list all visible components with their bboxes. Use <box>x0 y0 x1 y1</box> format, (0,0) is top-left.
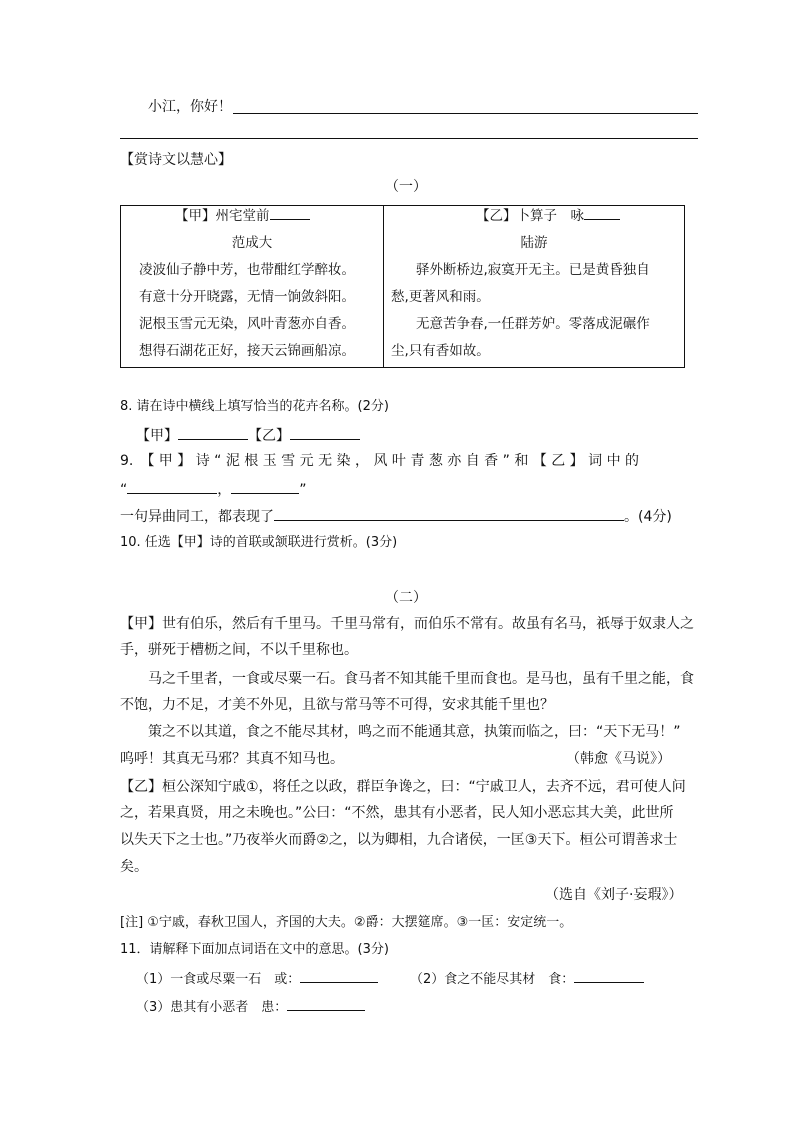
q8-jia-label: 【甲】 <box>136 428 178 444</box>
text-jia-p2-l1: 马之千里者，一食或尽粟一石。食马者不知其能千里而食也。是马也，虽有千里之能，食 <box>148 671 694 687</box>
question-9-line-3 <box>120 505 672 527</box>
text-jia-p1-l2: 手，骈死于槽枥之间，不以千里称也。 <box>120 642 358 658</box>
text-yi-source: （选自《刘子·妄瑕》） <box>545 887 683 903</box>
poem-yi-line-4: 尘,只有香如故。 <box>391 343 490 359</box>
poem-yi-line-2: 愁,更著风和雨。 <box>391 289 490 305</box>
poem-jia-line-1: 凌波仙子静中芳，也带酣红学醉妆。 <box>139 262 355 278</box>
poem-jia-line-4: 想得石湖花正好，接天云锦画船凉。 <box>139 343 355 359</box>
poem-yi-line-3: 无意苦争春,一任群芳妒。零落成泥碾作 <box>416 316 650 332</box>
letter-greeting: 小江，你好！ <box>148 99 232 115</box>
text-note: [注] ①宁戚，春秋卫国人，齐国的大夫。②爵：大摆筵席。③一匡：安定统一。 <box>120 915 573 930</box>
q11-2-blank[interactable] <box>574 967 644 983</box>
question-11-2 <box>410 967 644 990</box>
q8-jia-blank[interactable] <box>178 424 248 440</box>
question-11-3 <box>136 995 365 1018</box>
text-jia-p1-l1: 【甲】世有伯乐，然后有千里马。千里马常有，而伯乐不常有。故虽有名马，祇辱于奴隶人之 <box>120 616 694 632</box>
poem-jia-blank[interactable] <box>270 204 310 220</box>
poem-jia-title: 【甲】州宅堂前 <box>175 208 270 224</box>
q8-yi-blank[interactable] <box>290 424 360 440</box>
text-jia-p2-l2: 不饱，力不足，才美不外见，且欲与常马等不可得，安求其能千里也？ <box>120 697 554 713</box>
q11-2-label: （2）食之不能尽其材 食： <box>410 972 575 987</box>
q9-comma: ， <box>217 482 232 498</box>
poem-jia-line-3: 泥根玉雪元无染，风叶青葱亦自香。 <box>139 316 355 332</box>
q9-open-quote: “ <box>120 482 128 498</box>
question-10: 10. 任选【甲】诗的首联或颔联进行赏析。(3分) <box>120 535 398 550</box>
poem-jia-title-row <box>175 203 310 230</box>
q11-3-blank[interactable] <box>287 995 365 1011</box>
text-jia-source: （韩愈《马说》） <box>566 751 671 767</box>
question-8: 8. 请在诗中横线上填写恰当的花卉名称。(2分) <box>120 399 389 414</box>
q11-3-label: （3）患其有小恶者 患： <box>136 1000 288 1015</box>
q9-blank-3[interactable] <box>274 505 624 521</box>
poem-jia-line-2: 有意十分开晓露，无情一饷敛斜阳。 <box>139 289 355 305</box>
question-9-line-1: 9. 【 甲 】 诗 “ 泥 根 玉 雪 元 无 染 ， 风 叶 青 葱 亦 自 香 ” 和 【 乙 】 词 中 的 <box>120 453 640 469</box>
poem-yi-title: 【乙】卜算子 咏 <box>476 208 584 224</box>
question-9-line-2 <box>120 478 307 500</box>
question-8-answers <box>136 424 360 446</box>
text-jia-p3-l1: 策之不以其道，食之不能尽其材，鸣之而不能通其意，执策而临之，曰：“天下无马！” <box>148 724 681 740</box>
poem-yi-blank[interactable] <box>584 204 620 220</box>
text-yi-l4: 矣。 <box>120 859 148 875</box>
text-jia-p3-l2: 呜呼！其真无马邪？其真不知马也。 <box>120 751 344 767</box>
answer-line-2[interactable] <box>120 138 698 139</box>
q9-blank-1[interactable] <box>127 478 217 494</box>
q9-line3-start: 一句异曲同工，都表现了 <box>120 509 274 525</box>
poem-yi-title-row <box>476 203 620 230</box>
q11-1-blank[interactable] <box>300 967 378 983</box>
poem-yi-author: 陆游 <box>520 235 548 251</box>
q11-1-label: （1）一食或尽粟一石 或： <box>136 972 301 987</box>
part1-label: （一） <box>385 179 427 195</box>
q8-yi-label: 【乙】 <box>248 428 290 444</box>
q9-blank-2[interactable] <box>231 478 299 494</box>
q9-close-quote: ” <box>299 482 307 498</box>
text-yi-l1: 【乙】桓公深知宁戚①，将任之以政，群臣争谗之，曰：“宁戚卫人，去齐不远，君可使人问 <box>120 779 686 795</box>
poem-yi-line-1: 驿外断桥边,寂寞开无主。已是黄昏独自 <box>416 262 650 278</box>
q9-line3-end: 。(4分) <box>624 509 672 525</box>
question-11: 11．请解释下面加点词语在文中的意思。(3分) <box>120 942 389 957</box>
part2-label: （二） <box>385 590 427 606</box>
section-header: 【赏诗文以慧心】 <box>120 152 232 168</box>
text-yi-l2: 之，若果真贤，用之未晚也。”公曰：“不然，患其有小恶者，民人知小恶忘其大美，此世所 <box>120 805 674 821</box>
answer-line-1[interactable] <box>233 113 698 114</box>
question-11-1 <box>136 967 378 990</box>
poem-table <box>120 205 685 368</box>
text-yi-l3: 以失天下之士也。”乃夜举火而爵②之，以为卿相，九合诸侯，一匡③天下。桓公可谓善求士 <box>120 832 678 848</box>
poem-jia-author: 范成大 <box>231 235 273 251</box>
